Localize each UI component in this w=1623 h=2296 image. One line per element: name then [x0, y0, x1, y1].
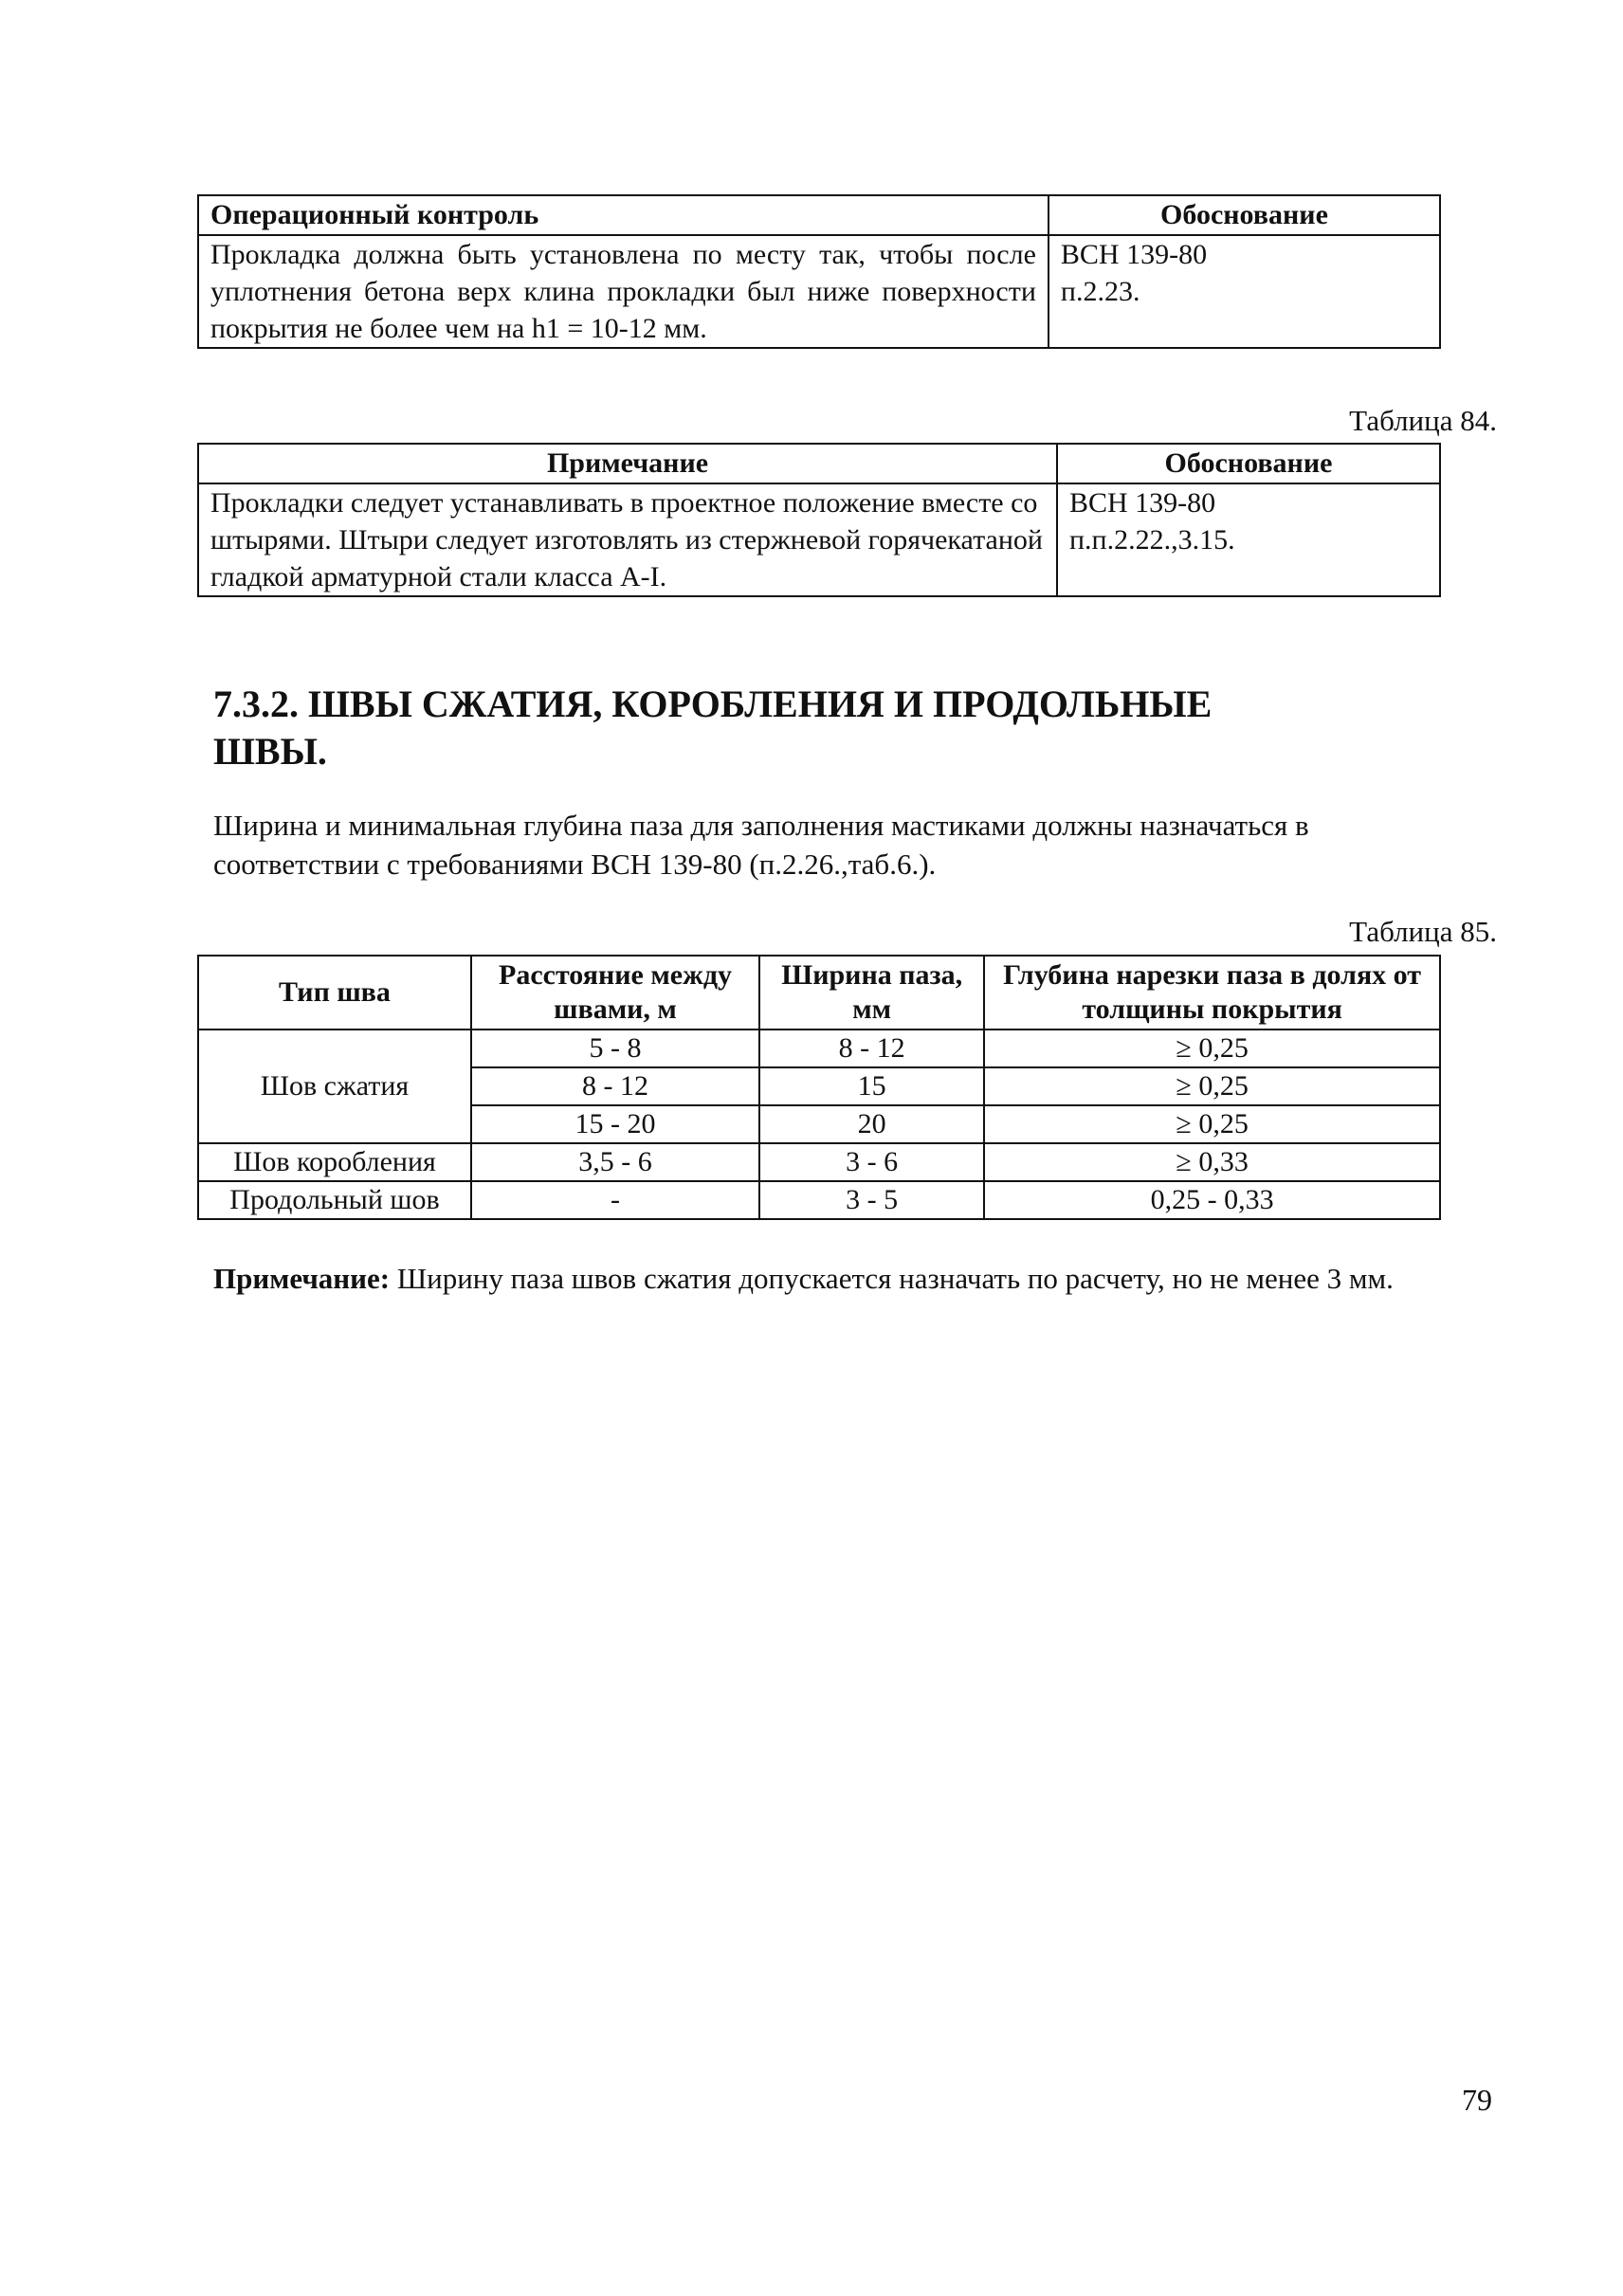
table-cell: 15 - 20 — [471, 1105, 759, 1143]
header-note: Примечание — [198, 444, 1057, 483]
section-paragraph: Ширина и минимальная глубина паза для заполнения мастиками должны назначаться в соответствии с требованиями ВСН 139-80 (п.2.26.,таб.6.). — [213, 809, 1309, 881]
header-depth: Глубина нарезки паза в долях от толщины покрытия — [984, 956, 1440, 1030]
table-cell: 0,25 - 0,33 — [984, 1181, 1440, 1219]
table-header-row — [198, 195, 1440, 235]
operational-control-text: Прокладка должна быть установлена по месту так, чтобы после уплотнения бетона верх клина прокладки был ниже поверхности покрытия не более чем на h1 = 10-12 мм. — [198, 235, 1049, 348]
table-cell: 3,5 - 6 — [471, 1143, 759, 1181]
table-84 — [197, 443, 1441, 597]
table-row — [198, 235, 1440, 348]
joint-type-cell: Шов коробления — [198, 1143, 471, 1181]
basis-cell — [1049, 235, 1440, 348]
section-heading: 7.3.2. ШВЫ СЖАТИЯ, КОРОБЛЕНИЯ И ПРОДОЛЬНЫЕ ШВЫ. — [213, 683, 1213, 773]
note-text: Прокладки следует устанавливать в проектное положение вместе со штырями. Штыри следует изготовлять из стержневой горячекатаной гладкой арматурной стали класса А-I. — [198, 483, 1057, 596]
header-operational-control: Операционный контроль — [198, 195, 1049, 235]
table-note — [213, 1259, 1446, 1298]
table-cell: 20 — [759, 1105, 984, 1143]
table-cell: 3 - 5 — [759, 1181, 984, 1219]
table-cell: 8 - 12 — [759, 1030, 984, 1067]
joint-type-cell: Шов сжатия — [198, 1030, 471, 1143]
table-cell: 15 — [759, 1067, 984, 1105]
basis-clause: п.2.23. — [1060, 276, 1140, 307]
header-distance: Расстояние между швами, м — [471, 956, 759, 1030]
table-cell: 5 - 8 — [471, 1030, 759, 1067]
table-cell: ≥ 0,25 — [984, 1030, 1440, 1067]
table-row — [198, 483, 1440, 596]
header-width: Ширина паза, мм — [759, 956, 984, 1030]
basis-norm: ВСН 139-80 — [1069, 487, 1216, 519]
table-row — [198, 1143, 1440, 1181]
table-cell: 8 - 12 — [471, 1067, 759, 1105]
table-cell: ≥ 0,33 — [984, 1143, 1440, 1181]
table-row — [198, 1181, 1440, 1219]
table-row — [198, 1030, 1440, 1067]
basis-clause: п.п.2.22.,3.15. — [1069, 524, 1235, 556]
note-text: Ширину паза швов сжатия допускается назначать по расчету, но не менее 3 мм. — [390, 1262, 1394, 1295]
operational-control-table — [197, 194, 1441, 349]
table-85-caption: Таблица 85. — [1349, 915, 1497, 948]
table-cell: - — [471, 1181, 759, 1219]
header-joint-type: Тип шва — [198, 956, 471, 1030]
joint-type-cell: Продольный шов — [198, 1181, 471, 1219]
note-label: Примечание: — [213, 1262, 391, 1295]
table-cell: ≥ 0,25 — [984, 1067, 1440, 1105]
table-84-caption: Таблица 84. — [1349, 404, 1497, 437]
header-basis: Обоснование — [1049, 195, 1440, 235]
header-basis: Обоснование — [1057, 444, 1440, 483]
basis-norm: ВСН 139-80 — [1060, 239, 1208, 270]
basis-cell — [1057, 483, 1440, 596]
table-header-row — [198, 956, 1440, 1030]
table-85 — [197, 955, 1441, 1220]
table-header-row — [198, 444, 1440, 483]
table-cell: ≥ 0,25 — [984, 1105, 1440, 1143]
page-number: 79 — [1462, 2083, 1492, 2117]
table-cell: 3 - 6 — [759, 1143, 984, 1181]
